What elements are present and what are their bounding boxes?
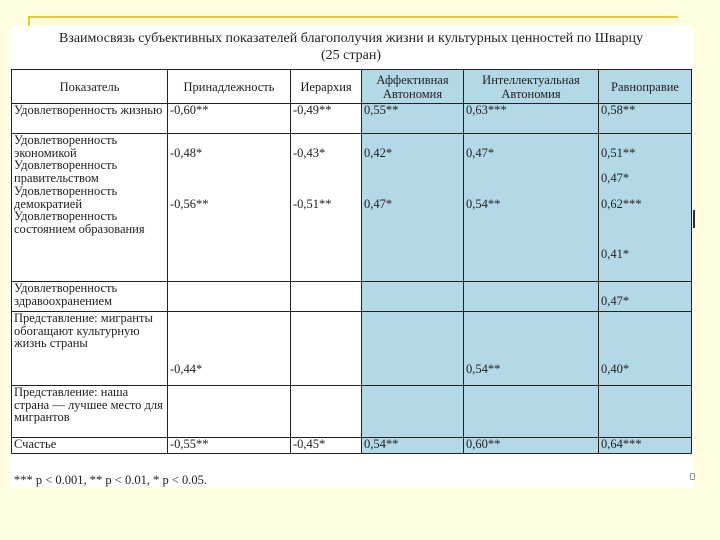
correlation-value: 0,54** [466,196,501,211]
indicator-label: Удовлетворенность жизнью [14,103,163,117]
correlation-value [170,185,288,198]
correlation-value: 0,47* [601,293,630,308]
correlation-value [364,282,461,295]
value-cell [291,134,362,282]
correlation-value [466,386,596,399]
correlation-table [11,69,692,454]
indicator-label: Удовлетворенность состоянием образования [14,209,145,236]
value-cell [464,438,599,454]
header-belonging: Принадлежность [168,70,291,104]
correlation-value [601,282,689,295]
correlation-value [364,172,461,185]
title-line-2: (25 стран) [320,48,382,63]
correlation-value [170,386,288,399]
correlation-value: 0,47* [364,196,393,211]
correlation-value [364,159,461,172]
value-cell [599,134,692,282]
correlation-value [364,185,461,198]
correlation-value [364,312,461,325]
correlation-value: -0,45* [293,437,326,451]
correlation-value [170,172,288,185]
indicator-label: Удовлетворенность экономикой [14,133,118,160]
indicator-label: Представление: наша страна — лучшее место для мигрантов [14,385,163,425]
value-cell [168,282,291,312]
correlation-value [293,386,359,399]
value-cell [362,386,464,438]
table-row [12,386,692,438]
value-cell [291,438,362,454]
correlation-value [601,350,689,363]
correlation-value [601,386,689,399]
correlation-value [293,185,359,198]
correlation-value [601,223,689,236]
indicator-label: Удовлетворенность правительством [14,158,118,186]
value-cell [168,312,291,386]
title-line-1: Взаимосвязь субъективных показателей благополучия жизни и культурных ценностей по Шварцу [58,31,644,46]
slide-corner-marker [690,473,695,480]
correlation-value [293,134,359,147]
table-wrapper [11,69,692,454]
correlation-value [466,134,596,147]
value-cell [464,134,599,282]
value-cell [362,134,464,282]
value-cell [291,312,362,386]
correlation-value [466,159,596,172]
correlation-value: 0,47* [466,145,495,160]
correlation-value: 0,63*** [466,103,507,117]
correlation-value [466,282,596,295]
correlation-value [170,159,288,172]
correlation-value: 0,58** [601,103,636,117]
correlation-value [364,386,461,399]
correlation-value [170,282,288,295]
correlation-value: 0,54** [466,361,501,376]
correlation-value [601,134,689,147]
correlation-value [466,185,596,198]
indicator-cell [12,134,168,282]
correlation-value: 0,60** [466,437,501,451]
value-cell [168,104,291,134]
correlation-value: -0,48* [170,145,203,160]
table-row [12,438,692,454]
indicator-label: Удовлетворенность здравоохранением [14,281,118,308]
correlation-value [466,350,596,363]
value-cell [599,282,692,312]
value-cell [362,104,464,134]
value-cell [168,134,291,282]
value-cell [168,438,291,454]
correlation-value: 0,47* [601,171,630,186]
header-hierarchy: Иерархия [291,70,362,104]
value-cell [168,386,291,438]
correlation-value: 0,64*** [601,437,642,451]
slide-panel [9,26,693,488]
correlation-value [601,312,689,325]
indicator-label: Представление: мигранты обогащают культурную жизнь страны [14,311,153,351]
indicator-cell [12,282,168,312]
correlation-value: -0,51** [293,196,332,211]
header-row [12,70,692,104]
correlation-value [170,312,288,325]
indicator-label: Счастье [14,437,57,451]
correlation-value: 0,42* [364,145,393,160]
table-row [12,282,692,312]
value-cell [464,312,599,386]
significance-footnote: *** p < 0.001, ** p < 0.01, * p < 0.05. [14,473,208,487]
value-cell [464,282,599,312]
value-cell [362,312,464,386]
value-cell [291,386,362,438]
indicator-cell [12,312,168,386]
correlation-value: 0,62*** [601,196,642,211]
value-cell [599,386,692,438]
correlation-value [293,282,359,295]
correlation-value [601,337,689,350]
correlation-value: 0,55** [364,103,399,117]
edge-marker [693,210,695,228]
correlation-value [601,325,689,338]
value-cell [291,282,362,312]
correlation-value [466,312,596,325]
correlation-value: 0,40* [601,361,630,376]
header-equality: Равноправие [599,70,692,104]
decorative-top-rule [28,16,678,18]
correlation-value [466,172,596,185]
correlation-value: -0,56** [170,196,209,211]
value-cell [362,438,464,454]
correlation-value: 0,51** [601,145,636,160]
correlation-value: 0,54** [364,437,399,451]
table-row [12,312,692,386]
correlation-value [466,337,596,350]
correlation-value [293,172,359,185]
correlation-value [170,337,288,350]
value-cell [599,312,692,386]
value-cell [291,104,362,134]
header-indicator: Показатель [12,70,168,104]
indicator-cell [12,104,168,134]
correlation-value [293,312,359,325]
correlation-value [293,159,359,172]
indicator-cell [12,386,168,438]
indicator-label: Удовлетворенность демократией [14,183,118,211]
correlation-value: -0,44* [170,361,203,376]
correlation-value [170,350,288,363]
value-cell [599,438,692,454]
correlation-value [601,210,689,223]
correlation-value: -0,55** [170,437,209,451]
correlation-value [364,134,461,147]
correlation-value: 0,41* [601,247,630,262]
correlation-value: -0,49** [293,103,332,117]
value-cell [464,386,599,438]
correlation-value: -0,43* [293,145,326,160]
value-cell [464,104,599,134]
correlation-value [601,185,689,198]
value-cell [599,104,692,134]
table-row [12,104,692,134]
table-title [9,30,693,64]
value-cell [362,282,464,312]
header-intellectual-autonomy: Интеллектуальная Автономия [464,70,599,104]
correlation-value: -0,60** [170,103,209,117]
correlation-value [466,325,596,338]
table-row [12,134,692,282]
correlation-value [170,325,288,338]
correlation-value [170,134,288,147]
header-affective-autonomy: Аффективная Автономия [362,70,464,104]
indicator-cell [12,438,168,454]
